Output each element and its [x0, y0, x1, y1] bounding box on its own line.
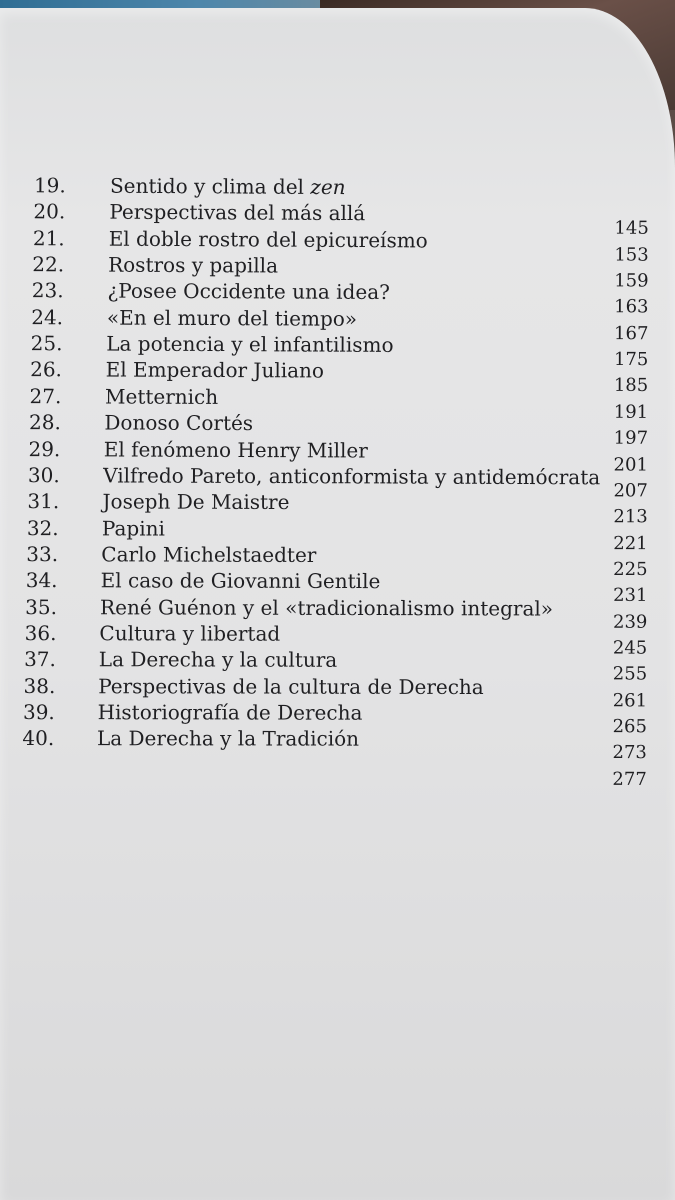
toc-entry-page-number: 225 [613, 558, 648, 580]
toc-entry-page-number: 145 [614, 217, 649, 240]
toc-entry-page-number: 265 [612, 716, 647, 738]
toc-entry-title-text: El caso de Giovanni Gentile [100, 568, 381, 594]
toc-entry-title-text: Papini [101, 515, 165, 541]
toc-entry-title-text: El fenómeno Henry Miller [103, 436, 368, 462]
toc-entry [0, 673, 675, 712]
toc-entry-title-text: Joseph De Maistre [102, 489, 290, 515]
toc-entry-title-text: Rostros y papilla [108, 252, 279, 278]
toc-entry-number: 34. [25, 568, 58, 593]
toc-entry-title-text: «En el muro del tiempo» [106, 305, 358, 331]
toc-entry-page-number: 175 [613, 349, 649, 371]
toc-entry-number: 40. [22, 726, 55, 751]
toc-entry-title-text: La Derecha y la Tradición [96, 726, 360, 751]
toc-entry-title-text: Historiografía de Derecha [97, 700, 363, 725]
toc-entry-page-number: 245 [612, 637, 648, 659]
toc-entry-number: 23. [31, 278, 64, 303]
toc-entry-page-number: 277 [612, 768, 647, 790]
toc-entry-title-text: La potencia y el infantilismo [106, 331, 394, 358]
toc-entry [0, 620, 675, 659]
toc-entry-title [107, 278, 390, 305]
toc-entry-title [106, 357, 324, 384]
toc-entry-title [104, 410, 253, 437]
toc-entry-number: 36. [24, 621, 57, 646]
toc-entry-number: 39. [22, 700, 55, 725]
toc-entry-page-number: 153 [614, 244, 649, 266]
toc-entry-page-number: 273 [612, 742, 647, 764]
toc-entry-page-number: 221 [613, 532, 648, 554]
toc-entry [0, 172, 675, 202]
toc-entry-page-number: 163 [614, 296, 649, 318]
toc-entry-number: 27. [29, 383, 62, 409]
toc-entry [0, 541, 675, 580]
toc-entry-title-text: El doble rostro del epicureísmo [108, 226, 428, 253]
toc-entry [0, 725, 675, 764]
toc-entry-number: 37. [24, 647, 56, 672]
toc-entry-page-number: 255 [612, 663, 648, 685]
toc-entry [0, 699, 675, 738]
toc-entry-title-text: Perspectivas del más allá [109, 199, 366, 226]
toc-entry-number: 30. [27, 462, 60, 488]
toc-entry-title [99, 620, 280, 646]
toc-entry-title-text: ¿Posee Occidente una idea? [107, 278, 390, 305]
toc-entry-number: 19. [33, 173, 66, 198]
toc-entry-page-number: 261 [612, 689, 648, 712]
toc-entry-page-number: 191 [613, 401, 649, 423]
toc-entry-title [108, 252, 278, 279]
toc-entry-title [98, 699, 363, 726]
toc-entry-title [101, 568, 381, 595]
toc-entry-title [104, 436, 368, 463]
toc-entry-title [98, 673, 484, 700]
toc-entry-title [102, 515, 165, 541]
toc-entry-title [110, 173, 346, 200]
toc-entry-number: 26. [30, 357, 63, 382]
toc-entry-title [109, 225, 428, 253]
toc-entry-title-text: La Derecha y la cultura [98, 647, 338, 673]
toc-entry-page-number: 239 [612, 611, 648, 633]
toc-entry-title-text: Sentido y clima del [109, 173, 311, 199]
toc-entry-page-number: 167 [614, 322, 649, 345]
toc-entry-page-number: 231 [613, 585, 648, 607]
toc-entry [0, 752, 675, 790]
toc-entry-number: 28. [28, 410, 61, 435]
toc-entry-number: 31. [27, 489, 60, 514]
toc-entry-number: 25. [30, 331, 63, 356]
toc-entry-title [100, 594, 553, 621]
toc-entry-title-text: Cultura y libertad [99, 621, 281, 646]
toc-entry-number: 32. [26, 515, 59, 540]
toc-entry-number: 35. [25, 594, 58, 619]
toc-entry [0, 646, 675, 685]
toc-entry-number: 22. [32, 252, 65, 277]
toc-entry-page-number: 159 [614, 270, 649, 292]
book-page [0, 8, 675, 1200]
toc-entry-number: 33. [26, 541, 59, 567]
toc-entry-number: 29. [28, 436, 61, 461]
toc-entry-title [105, 383, 218, 410]
toc-entry-title-text: Vilfredo Pareto, anticonformista y antidemócrata [103, 463, 601, 490]
toc-entry-number: 38. [23, 673, 56, 698]
toc-entry-title-text: El Emperador Juliano [105, 357, 325, 383]
toc-entry-page-number: 207 [613, 480, 648, 502]
toc-entry-title [102, 489, 289, 516]
toc-entry-page-number: 185 [613, 375, 649, 397]
toc-entry-title-text: Perspectivas de la cultura de Derecha [98, 673, 484, 699]
toc-entry [0, 594, 675, 633]
toc-entry-title-text: Carlo Michelstaedter [101, 542, 317, 567]
toc-entry-page-number: 213 [613, 506, 648, 528]
toc-entry-title [109, 199, 365, 227]
toc-entry-title [103, 462, 600, 490]
toc-entry-title [99, 647, 337, 674]
toc-entry-number: 20. [33, 199, 66, 224]
toc-entry-title [101, 541, 316, 568]
toc-entry-title [97, 726, 359, 752]
toc-entry-title [106, 331, 393, 358]
toc-entry-title-text: Donoso Cortés [104, 410, 254, 436]
toc-entry-title [107, 304, 357, 331]
toc-entry-title-text: René Guénon y el «tradicionalismo integral» [100, 594, 554, 621]
toc-entry-number: 24. [31, 304, 64, 330]
toc-entry-page-number: 201 [613, 453, 648, 476]
toc-entry-title-text: Metternich [104, 384, 219, 409]
toc-entry-page-number: 197 [613, 427, 649, 449]
toc-entry-title-emphasis: zen [310, 174, 346, 200]
toc-entry-number: 21. [32, 225, 65, 251]
